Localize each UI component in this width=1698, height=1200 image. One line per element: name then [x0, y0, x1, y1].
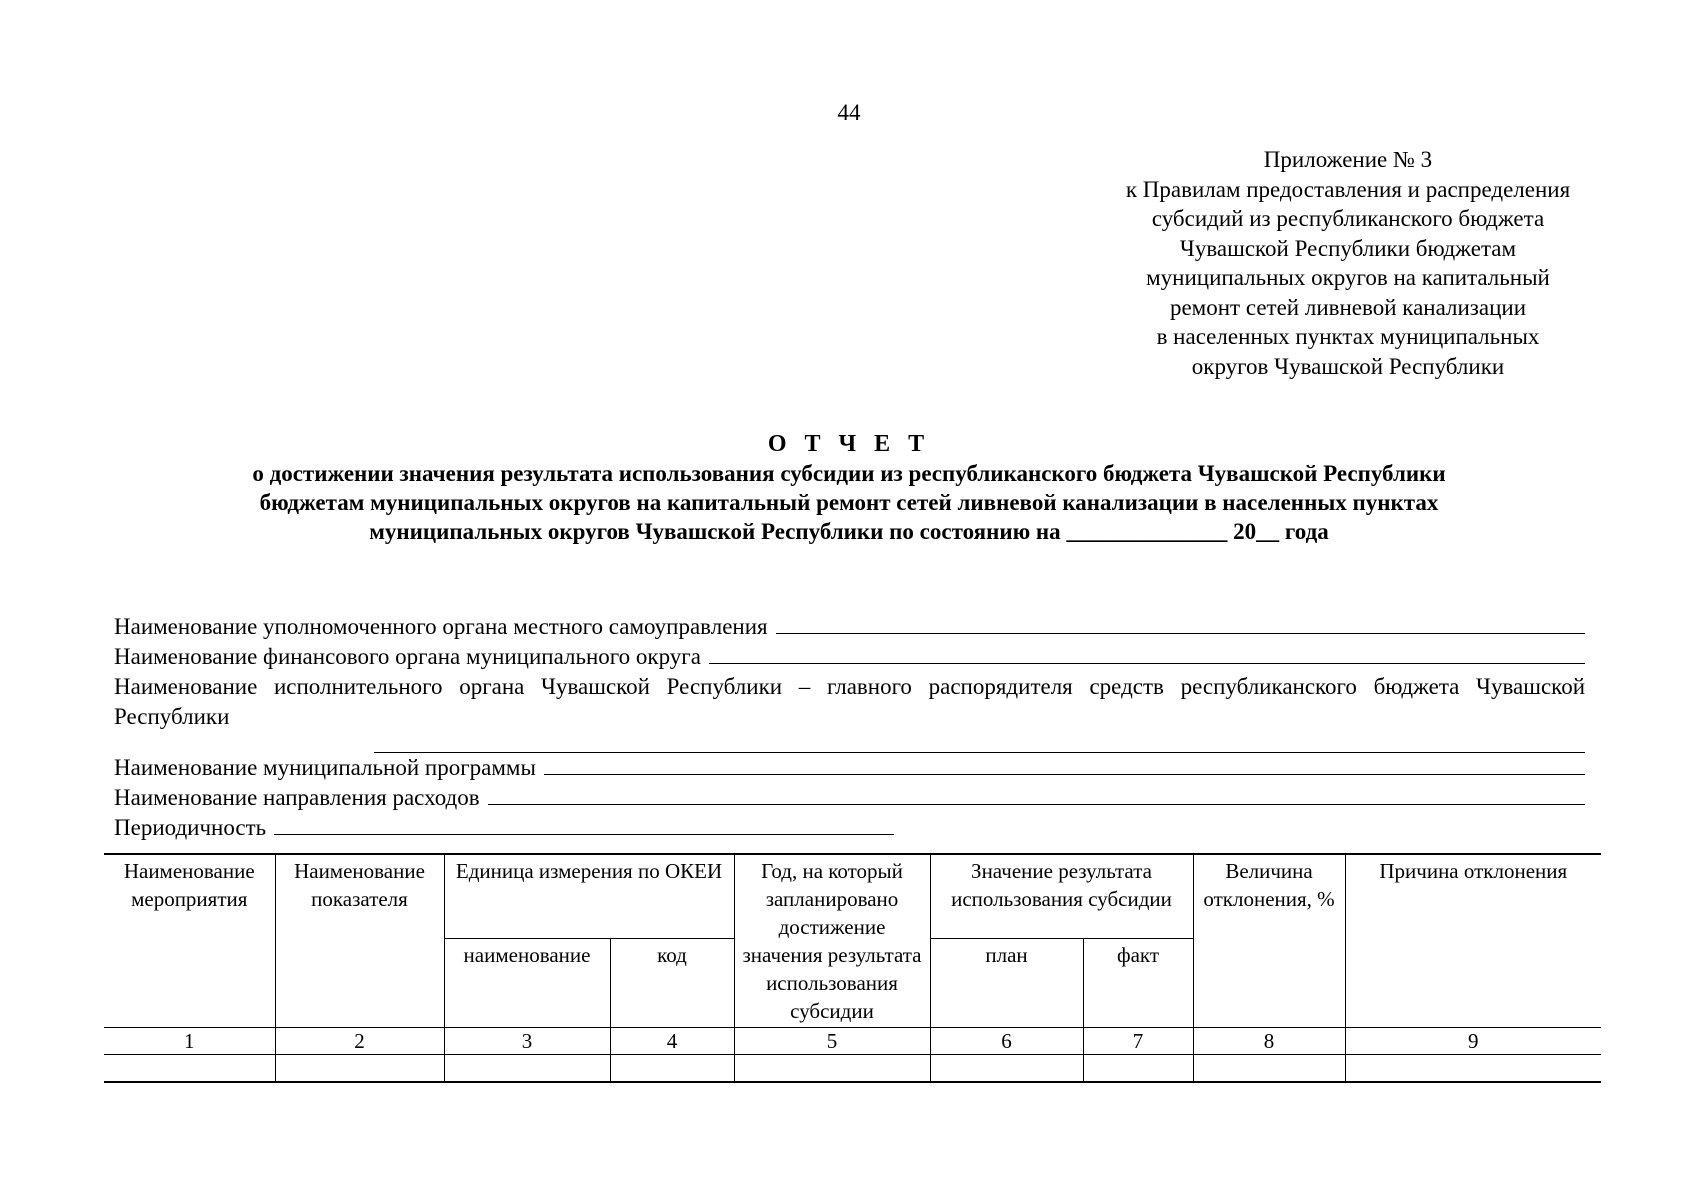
direction-field: [114, 783, 1585, 813]
header-unit-name: наименование: [444, 939, 610, 1028]
report-subtitle-line: муниципальных округов Чувашской Республики по состоянию на ______________ 20__ года: [369, 519, 1329, 544]
finance-field: [114, 642, 1585, 672]
header-unit: Единица измерения по ОКЕИ: [444, 854, 734, 939]
executive-label: Наименование исполнительного органа Чувашской Республики – главного распорядителя средств республиканского бюджета Чувашской Республики: [114, 674, 1585, 729]
form-fields: [114, 612, 1585, 843]
table-cell[interactable]: [444, 1055, 610, 1083]
executive-fill-field: [114, 732, 1585, 753]
table-row: [104, 1055, 1601, 1083]
header-event: Наименование мероприятия: [104, 854, 275, 1028]
executive-field: [114, 672, 1585, 732]
column-number: 7: [1083, 1028, 1193, 1055]
direction-input-line[interactable]: [488, 784, 1585, 805]
column-number: 9: [1345, 1028, 1601, 1055]
header-result-value: Значение результата использования субсидии: [930, 854, 1193, 939]
program-field: [114, 753, 1585, 783]
appendix-line: субсидий из республиканского бюджета: [1151, 206, 1545, 231]
header-plan: план: [930, 939, 1083, 1028]
appendix-line: к Правилам предоставления и распределения: [1125, 176, 1571, 202]
program-label: Наименование муниципальной программы: [114, 755, 536, 780]
table-cell[interactable]: [1193, 1055, 1345, 1083]
appendix-line: муниципальных округов на капитальный: [1146, 265, 1550, 290]
column-number: 4: [610, 1028, 734, 1055]
header-year: Год, на который запланировано достижение значения результата использования субсидии: [734, 854, 930, 1028]
appendix-line: в населенных пунктах муниципальных: [1156, 324, 1540, 349]
table-cell[interactable]: [610, 1055, 734, 1083]
report-title-block: [100, 430, 1598, 546]
authority-field: [114, 612, 1585, 642]
page-number: 44: [837, 100, 861, 125]
appendix-line: Приложение № 3: [1263, 147, 1433, 172]
authority-input-line[interactable]: [776, 613, 1585, 634]
periodicity-input-line[interactable]: [274, 814, 894, 835]
column-number: 1: [104, 1028, 275, 1055]
appendix-line: округов Чувашской Республики: [1191, 353, 1505, 379]
table-cell[interactable]: [1345, 1055, 1601, 1083]
finance-input-line[interactable]: [709, 643, 1585, 664]
column-number: 6: [930, 1028, 1083, 1055]
appendix-block: [1048, 145, 1648, 381]
report-table: [104, 853, 1601, 1083]
periodicity-field: [114, 813, 1585, 843]
table-cell[interactable]: [1083, 1055, 1193, 1083]
table-cell[interactable]: [734, 1055, 930, 1083]
program-input-line[interactable]: [544, 754, 1585, 775]
column-number: 3: [444, 1028, 610, 1055]
header-indicator: Наименование показателя: [275, 854, 444, 1028]
executive-input-line[interactable]: [374, 732, 1585, 753]
table-cell[interactable]: [275, 1055, 444, 1083]
header-deviation: Величина отклонения, %: [1193, 854, 1345, 1028]
header-fact: факт: [1083, 939, 1193, 1028]
report-subtitle-line: о достижении значения результата использования субсидии из республиканского бюджета Чувашской Республики: [252, 461, 1446, 486]
appendix-line: ремонт сетей ливневой канализации: [1169, 294, 1527, 320]
column-number: 2: [275, 1028, 444, 1055]
table-cell[interactable]: [930, 1055, 1083, 1083]
column-number: 5: [734, 1028, 930, 1055]
table-cell[interactable]: [104, 1055, 275, 1083]
periodicity-label: Периодичность: [114, 815, 267, 840]
appendix-line: Чувашской Республики бюджетам: [1179, 235, 1517, 261]
report-subtitle-line: бюджетам муниципальных округов на капитальный ремонт сетей ливневой канализации в населенных пунктах: [259, 490, 1439, 515]
report-heading: О Т Ч Е Т: [767, 431, 931, 457]
header-unit-code: код: [610, 939, 734, 1028]
column-number: 8: [1193, 1028, 1345, 1055]
direction-label: Наименование направления расходов: [114, 785, 480, 810]
column-number-row: [104, 1028, 1601, 1055]
finance-label: Наименование финансового органа муниципального округа: [114, 644, 701, 669]
authority-label: Наименование уполномоченного органа местного самоуправления: [114, 614, 768, 639]
header-reason: Причина отклонения: [1345, 854, 1601, 1028]
